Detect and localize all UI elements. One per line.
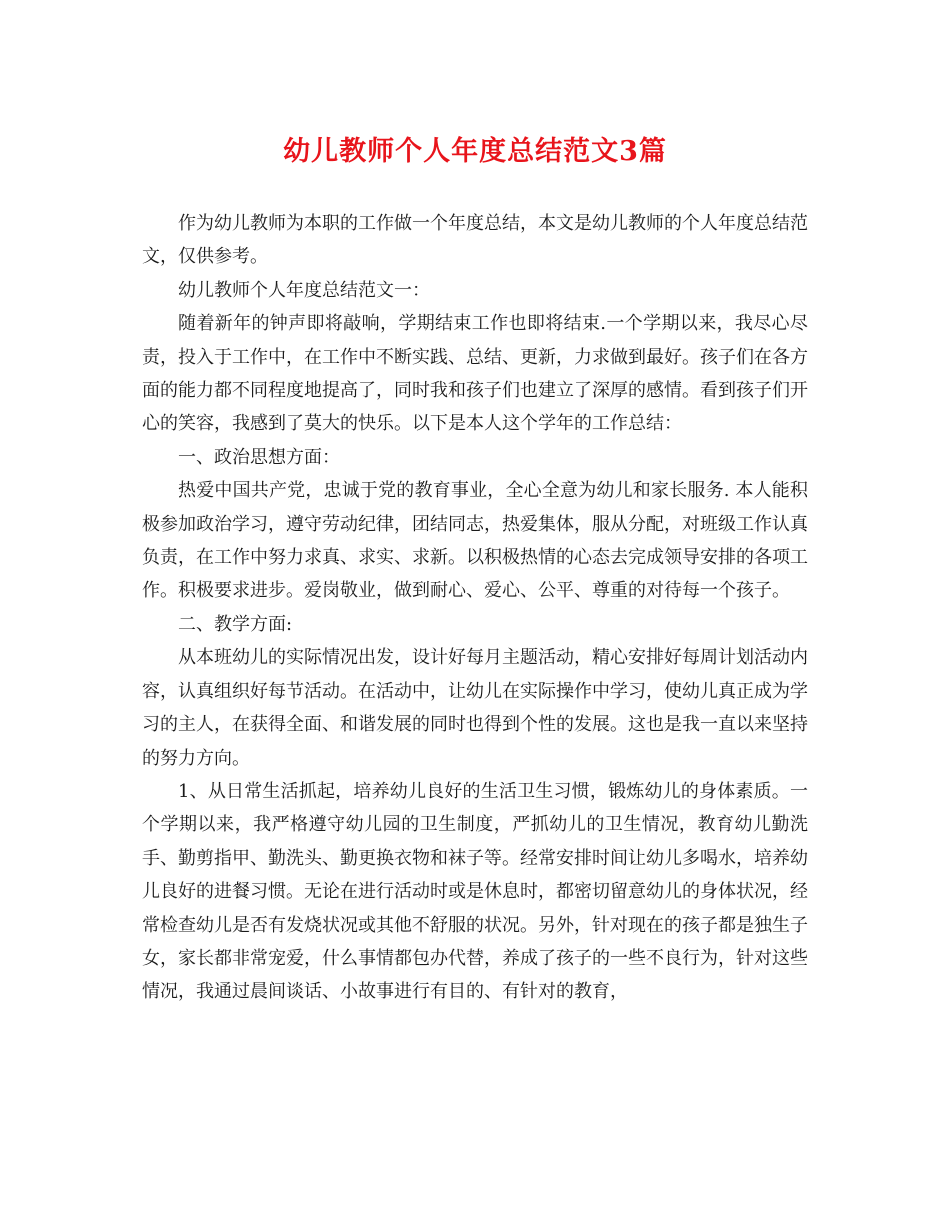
paragraph-heading-politics: 一、政治思想方面：	[178, 446, 340, 468]
paragraph-daily-life: 1、从日常生活抓起，培养幼儿良好的生活卫生习惯，锻炼幼儿的身体素质。一个学期以来，我严格遵守幼儿园的卫生制度，严抓幼儿的卫生情况，教育幼儿勤洗手、勤剪指甲、勤洗头、勤更换衣物和袜子等。经常安排时间让幼儿多喝水，培养幼儿良好的进餐习惯。无论在进行活动时或是休息时，都密切留意幼儿的身体状况，经常检查幼儿是否有发烧状况或其他不舒服的状况。另外，针对现在的孩子都是独生子女，家长都非常宠爱，什么事情都包办代替，养成了孩子的一些不良行为，针对这些情况，我通过晨间谈话、小故事进行有目的、有针对的教育，	[142, 780, 808, 1003]
document-body	[142, 207, 808, 1009]
paragraph-heading-article-one: 幼儿教师个人年度总结范文一：	[178, 279, 430, 301]
paragraph-opening: 随着新年的钟声即将敲响，学期结束工作也即将结束.一个学期以来，我尽心尽责，投入于工作中，在工作中不断实践、总结、更新，力求做到最好。孩子们在各方面的能力都不同程度地提高了，同时我和孩子们也建立了深厚的感情。看到孩子们开心的笑容，我感到了莫大的快乐。以下是本人这个学年的工作总结：	[142, 313, 808, 435]
document-title: 幼儿教师个人年度总结范文3篇	[283, 136, 667, 167]
paragraph-intro: 作为幼儿教师为本职的工作做一个年度总结，本文是幼儿教师的个人年度总结范文，仅供参考。	[142, 213, 808, 268]
paragraph-politics: 热爱中国共产党，忠诚于党的教育事业，全心全意为幼儿和家长服务. 本人能积极参加政治学习，遵守劳动纪律，团结同志，热爱集体，服从分配，对班级工作认真负责，在工作中努力求真、求实、求新。以积极热情的心态去完成领导安排的各项工作。积极要求进步。爱岗敬业，做到耐心、爱心、公平、尊重的对待每一个孩子。	[142, 480, 808, 602]
paragraph-teaching: 从本班幼儿的实际情况出发，设计好每月主题活动，精心安排好每周计划活动内容，认真组织好每节活动。在活动中，让幼儿在实际操作中学习，使幼儿真正成为学习的主人，在获得全面、和谐发展的同时也得到个性的发展。这也是我一直以来坚持的努力方向。	[142, 647, 808, 769]
paragraph-heading-teaching: 二、教学方面:	[178, 613, 293, 635]
